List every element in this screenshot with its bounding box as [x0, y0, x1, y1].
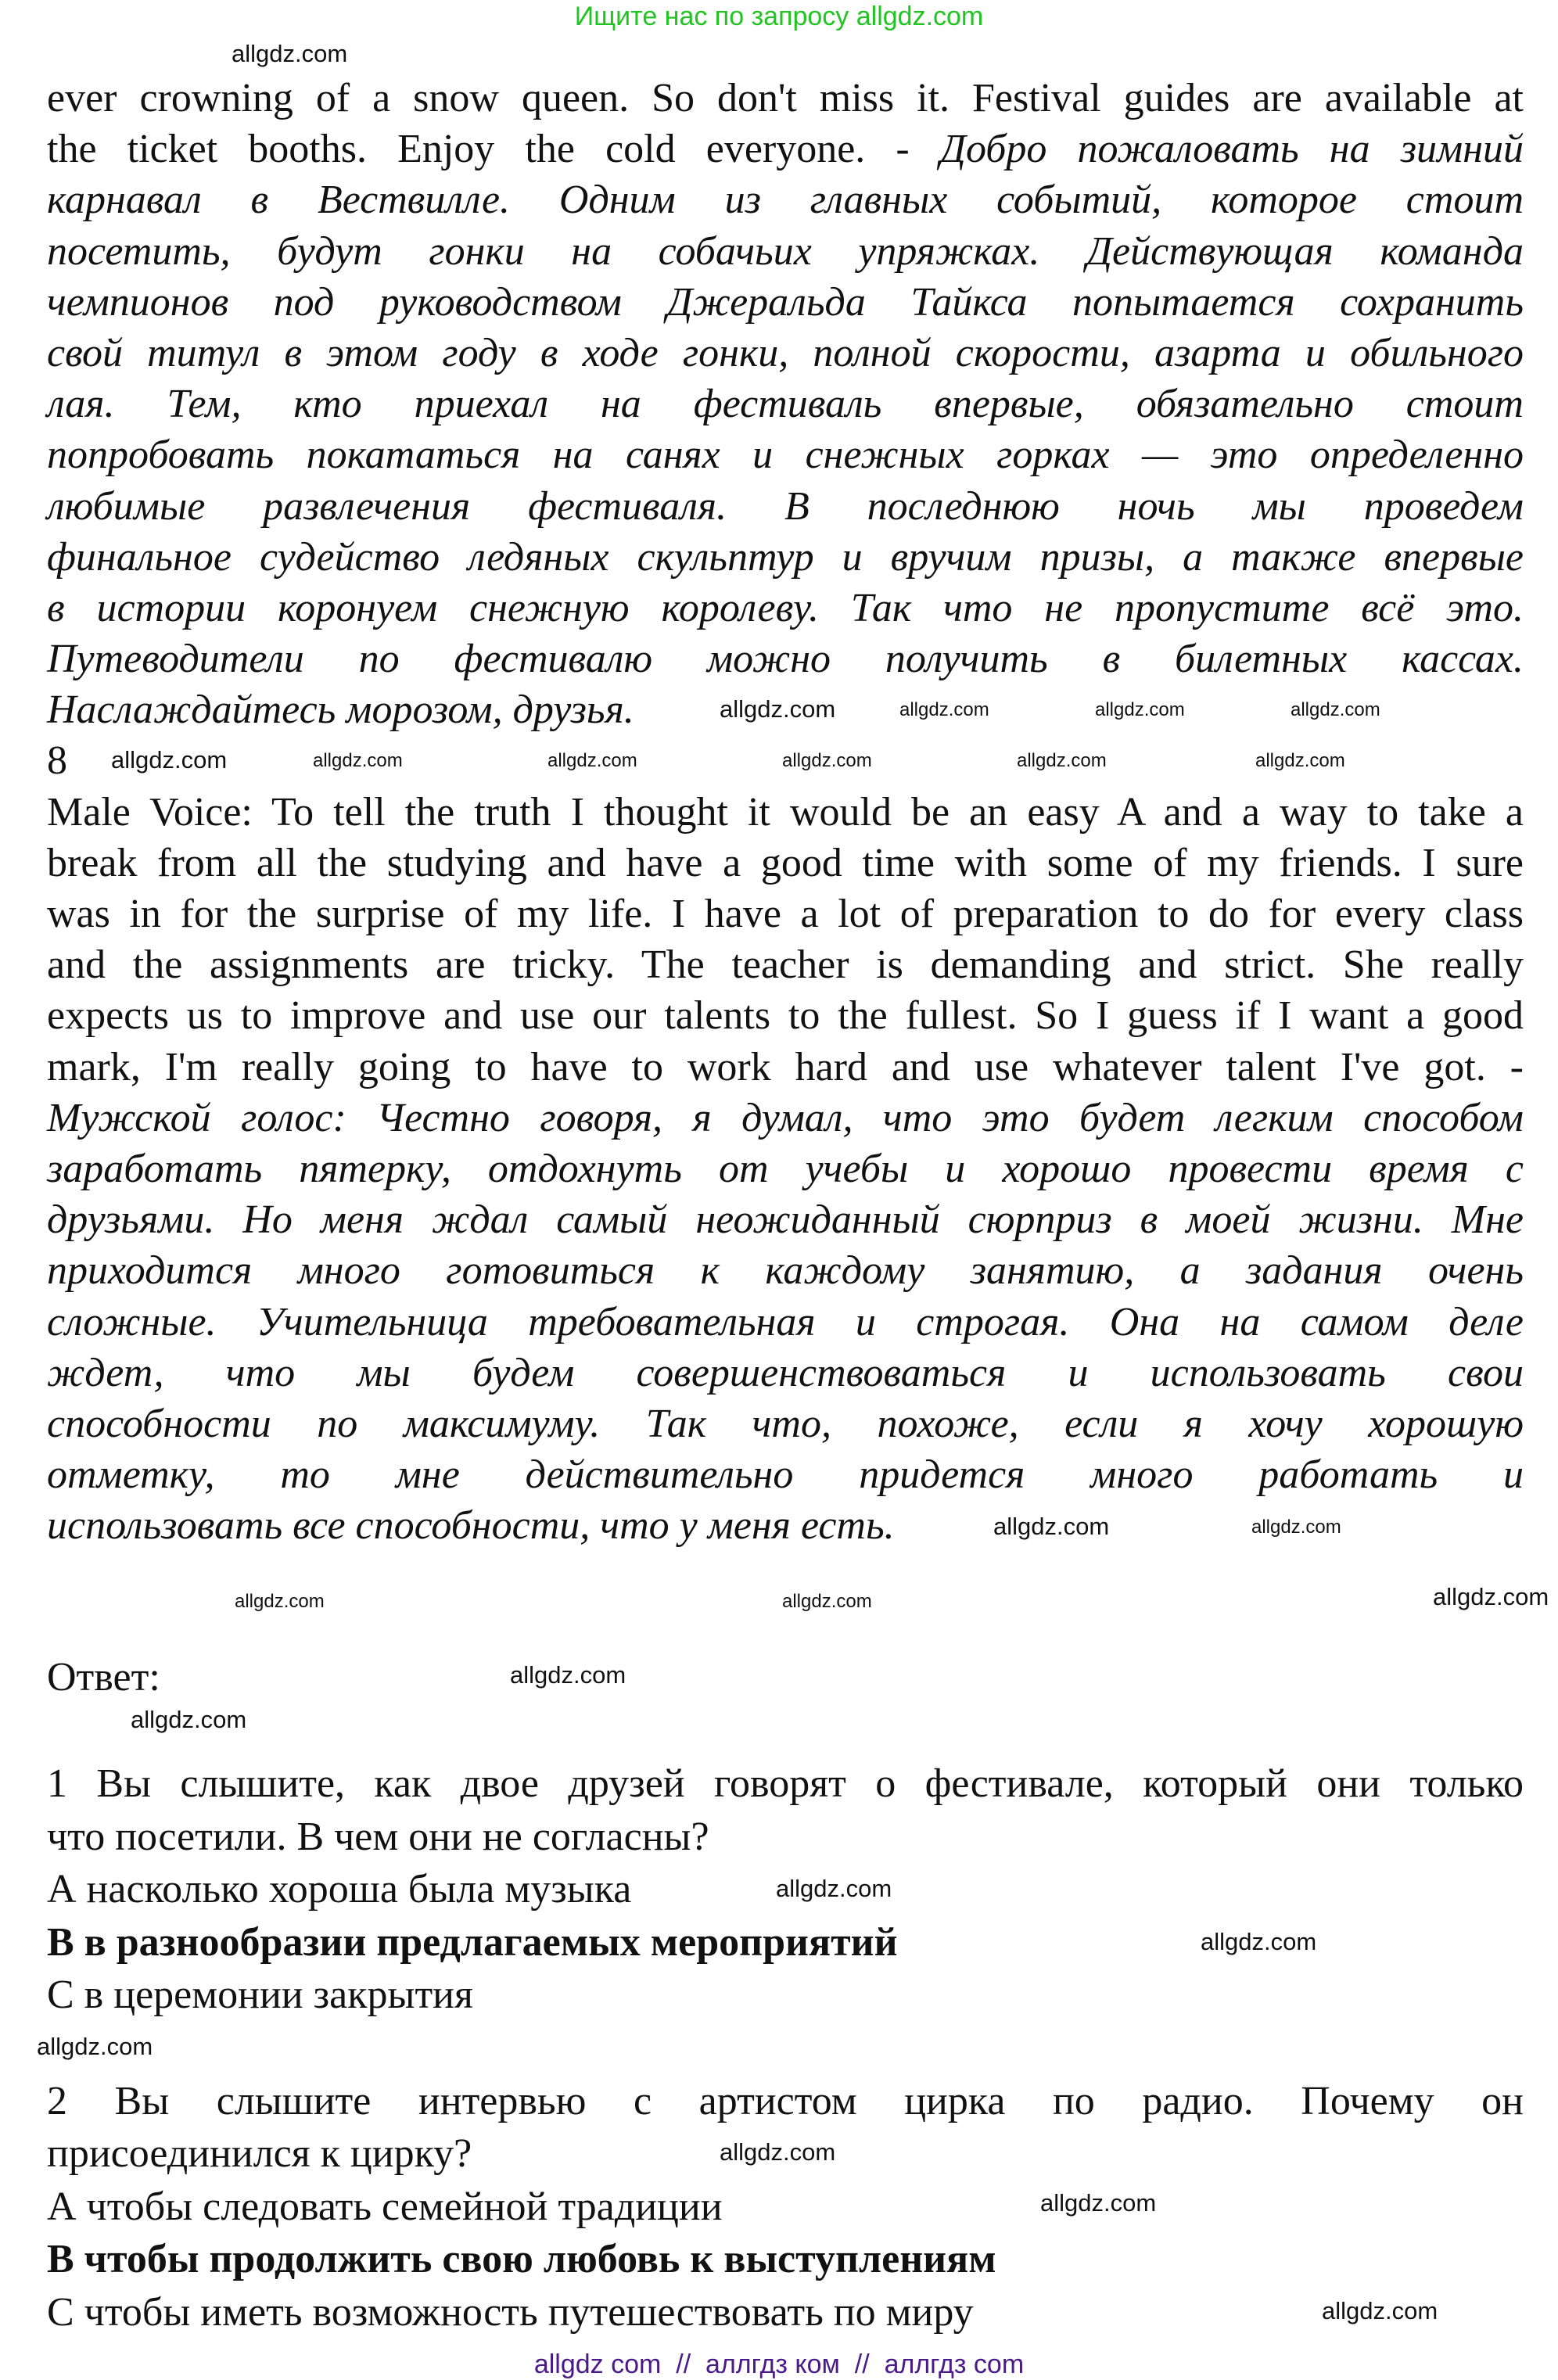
correct-answer: В в разнообразии предлагаемых мероприятий: [47, 1919, 898, 1965]
russian-translation: финальное судейство ледяных скульптур и вручим призы, а также впервые: [47, 534, 1524, 580]
passage-line: [47, 1093, 1524, 1143]
russian-translation: карнавал в Вествилле. Одним из главных событий, которое стоит: [47, 178, 1524, 223]
english-text: and the assignments are tricky. The teacher is demanding and strict. She really: [47, 942, 1524, 988]
watermark: allgdz.com: [1291, 699, 1380, 720]
answer-line: присоединился к цирку?: [47, 2131, 472, 2177]
russian-translation: лая. Тем, кто приехал на фестиваль впервые, обязательно стоит: [47, 382, 1524, 427]
english-text: the ticket booths. Enjoy the cold everyone. -: [47, 127, 940, 172]
passage-line: [47, 990, 1524, 1041]
passage-line: [47, 328, 1524, 379]
russian-translation: способности по максимуму. Так что, похоже, если я хочу хорошую: [47, 1401, 1524, 1446]
watermark: allgdz.com: [1017, 750, 1107, 771]
watermark: allgdz.com: [1322, 2297, 1438, 2324]
answer-line: что посетили. В чем они не согласны?: [47, 1814, 709, 1859]
passage-line: [47, 73, 1524, 124]
watermark: allgdz.com: [720, 695, 836, 723]
answer-line: 2 Вы слышите интервью с артистом цирка по радио. Почему он: [47, 2078, 1524, 2123]
watermark: allgdz.com: [131, 1706, 247, 1733]
english-text: 8: [47, 738, 67, 784]
passage-line: [47, 1398, 1524, 1449]
russian-translation: использовать все способности, что у меня есть.: [47, 1503, 895, 1549]
watermark: allgdz.com: [899, 699, 989, 720]
russian-translation: друзьями. Но меня ждал самый неожиданный сюрприз в моей жизни. Мне: [47, 1197, 1524, 1243]
english-text: expects us to improve and use our talents to the fullest. So I guess if I want a good: [47, 993, 1524, 1039]
english-text: was in for the surprise of my life. I have a lot of preparation to do for every class: [47, 892, 1524, 936]
answer-line: С в церемонии закрытия: [47, 1973, 473, 2018]
passage-line: [47, 939, 1524, 990]
russian-translation: Добро пожаловать на зимний: [939, 127, 1524, 172]
passage-line: [47, 429, 1524, 480]
passage-line: [47, 888, 1524, 939]
watermark: allgdz.com: [782, 1591, 872, 1612]
answer-list: [47, 1757, 1524, 2339]
watermark: allgdz.com: [232, 40, 348, 67]
watermark: allgdz.com: [993, 1513, 1110, 1540]
answer-line: С чтобы иметь возможность путешествовать по миру: [47, 2289, 974, 2335]
watermark: allgdz.com: [1095, 699, 1185, 720]
russian-translation: Мужской голос: Честно говоря, я думал, что это будет легким способом: [47, 1095, 1524, 1140]
russian-translation: отметку, то мне действительно придется много работать и: [47, 1452, 1524, 1498]
watermark: allgdz.com: [1251, 1517, 1341, 1538]
english-text: mark, I'm really going to have to work hard and use whatever talent I've got. -: [47, 1044, 1524, 1089]
passage-line: [47, 174, 1524, 225]
passage-line: [47, 226, 1524, 277]
answer-line: А насколько хороша была музыка: [47, 1867, 632, 1912]
russian-translation: свой титул в этом году в ходе гонки, полной скорости, азарта и обильного: [47, 330, 1524, 375]
russian-translation: ждет, что мы будем совершенствоваться и использовать свои: [47, 1350, 1524, 1395]
answer-line: А чтобы следовать семейной традиции: [47, 2184, 723, 2229]
passage-line: [47, 277, 1524, 328]
watermark: allgdz.com: [1201, 1928, 1317, 1955]
russian-translation: приходится много готовиться к каждому занятию, а задания очень: [47, 1248, 1524, 1294]
passage-line: [47, 735, 67, 786]
footer-links[interactable]: allgdz com // аллгдз ком // аллгдз com: [533, 2349, 1025, 2379]
answer-line: 1 Вы слышите, как двое друзей говорят о фестивале, который они только: [47, 1761, 1524, 1806]
passage-line: [47, 583, 1524, 634]
passage-line: [47, 634, 1524, 684]
passage-line: [47, 1500, 895, 1551]
watermark: allgdz.com: [547, 750, 637, 771]
passage-line: [47, 1194, 1524, 1245]
watermark: allgdz.com: [235, 1591, 325, 1612]
russian-translation: заработать пятерку, отдохнуть от учебы и хорошо провести время с: [47, 1146, 1524, 1191]
passage-line: [47, 1297, 1524, 1348]
passage-line: [47, 1245, 1524, 1296]
english-text: break from all the studying and have a good time with some of my friends. I sure: [47, 840, 1524, 885]
passage-line: [47, 838, 1524, 888]
watermark: allgdz.com: [37, 2033, 153, 2060]
passage-line: [47, 481, 1524, 532]
passage-line: [47, 532, 1524, 583]
watermark: allgdz.com: [720, 2138, 836, 2166]
correct-answer: В чтобы продолжить свою любовь к выступлениям: [47, 2237, 996, 2282]
passage-line: [47, 1042, 1524, 1093]
passage-line: [47, 379, 1524, 429]
passage-line: [47, 1348, 1524, 1398]
passage-text: [47, 73, 1524, 1551]
search-banner: Ищите нас по запросу allgdz.com: [574, 2, 984, 31]
watermark: allgdz.com: [776, 1875, 892, 1902]
watermark: allgdz.com: [1255, 750, 1345, 771]
russian-translation: Путеводители по фестивалю можно получить в билетных кассах.: [47, 637, 1524, 682]
russian-translation: Наслаждайтесь морозом, друзья.: [47, 687, 634, 733]
answer-label: Ответ:: [47, 1655, 160, 1700]
watermark: allgdz.com: [1433, 1583, 1549, 1610]
passage-line: [47, 1449, 1524, 1500]
passage-line: [47, 1143, 1524, 1194]
russian-translation: посетить, будут гонки на собачьих упряжках. Действующая команда: [47, 228, 1524, 274]
watermark: allgdz.com: [510, 1661, 626, 1689]
russian-translation: чемпионов под руководством Джеральда Тайкса попытается сохранить: [47, 279, 1524, 325]
watermark: allgdz.com: [111, 746, 228, 774]
passage-line: [47, 787, 1524, 838]
english-text: Male Voice: To tell the truth I thought it would be an easy A and a way to take a: [47, 789, 1524, 835]
russian-translation: попробовать покататься на санях и снежных горках — это определенно: [47, 433, 1524, 478]
russian-translation: сложные. Учительница требовательная и строгая. Она на самом деле: [47, 1299, 1524, 1344]
russian-translation: в истории коронуем снежную королеву. Так что не пропустите всё это.: [47, 585, 1524, 630]
watermark: allgdz.com: [1040, 2189, 1157, 2217]
watermark: allgdz.com: [782, 750, 872, 771]
watermark: allgdz.com: [313, 750, 403, 771]
passage-line: [47, 124, 1524, 174]
russian-translation: любимые развлечения фестиваля. В последнюю ночь мы проведем: [47, 483, 1524, 529]
english-text: ever crowning of a snow queen. So don't miss it. Festival guides are available at: [47, 76, 1524, 120]
passage-line: [47, 684, 634, 735]
